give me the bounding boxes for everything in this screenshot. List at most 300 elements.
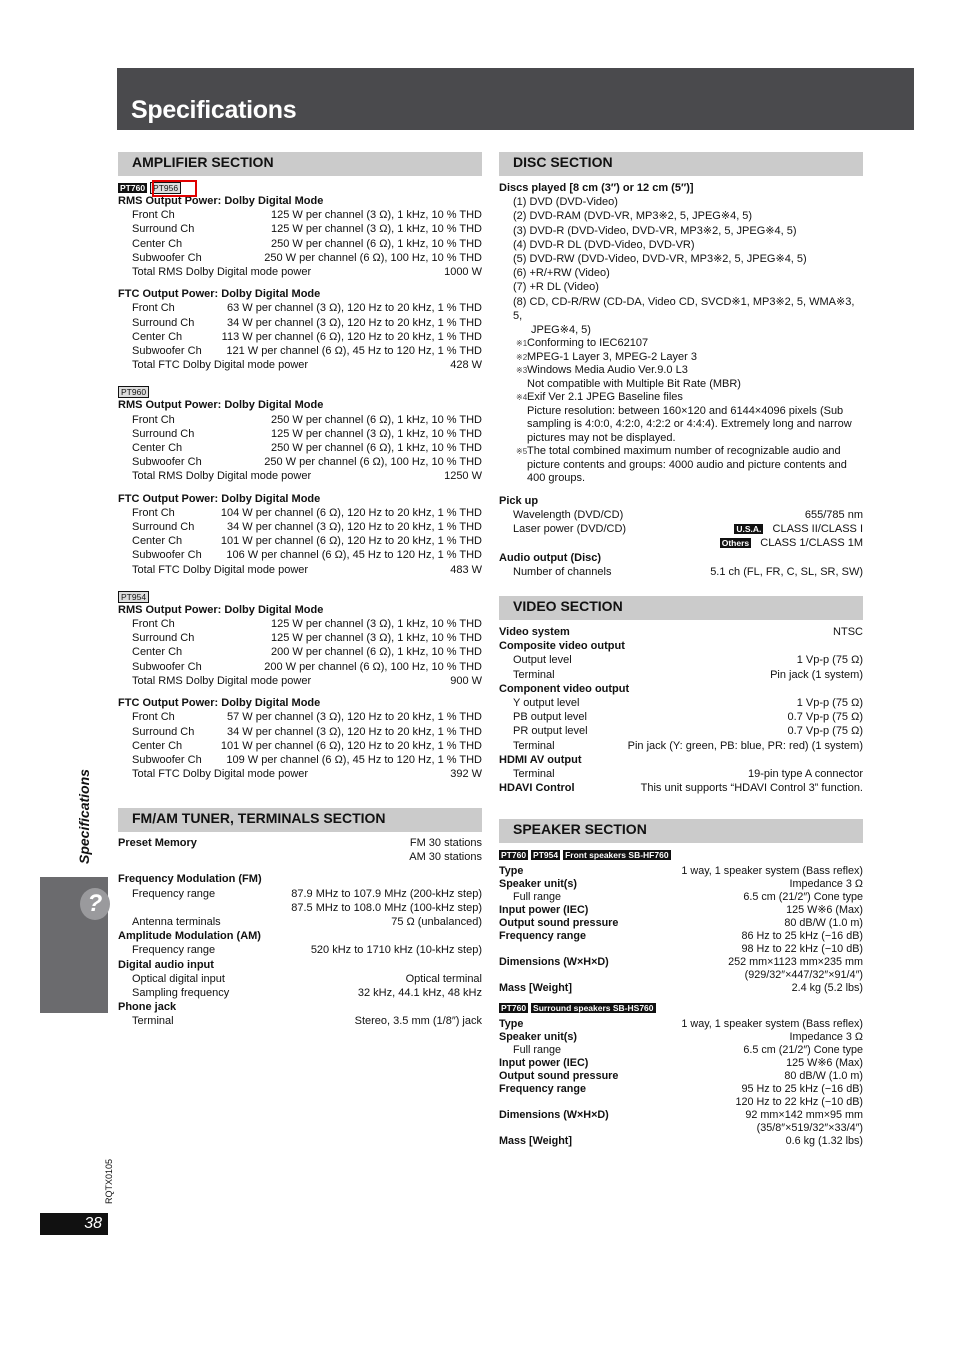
- spec-row: [118, 958, 482, 972]
- spec-label: Frequency range: [132, 944, 216, 957]
- power-row: [118, 710, 482, 724]
- spec-label: Y output level: [513, 697, 580, 710]
- power-value: 200 W per channel (6 Ω), 100 Hz, 10 % THD: [264, 660, 482, 673]
- spacer: [118, 279, 482, 287]
- power-label: Front Ch: [132, 506, 175, 519]
- footnote: [499, 391, 863, 405]
- power-value: 63 W per channel (3 Ω), 120 Hz to 20 kHz, 1 % THD: [226, 302, 482, 315]
- spec-value: Impedance 3 Ω: [789, 878, 863, 890]
- footnote-mark: [513, 405, 527, 446]
- power-value: 109 W per channel (6 Ω), 45 Hz to 120 Hz, 1 % THD: [226, 753, 482, 766]
- power-value: 121 W per channel (6 Ω), 45 Hz to 120 Hz, 1 % THD: [226, 345, 482, 358]
- spec-row: [499, 739, 863, 753]
- video-section-title: VIDEO SECTION: [499, 596, 863, 620]
- power-value: 34 W per channel (3 Ω), 120 Hz to 20 kHz, 1 % THD: [226, 521, 482, 534]
- audio-output-heading: Audio output (Disc): [499, 551, 602, 564]
- power-label: Subwoofer Ch: [132, 345, 202, 358]
- tuner-section-body: [118, 836, 482, 1029]
- video-section-body: [499, 625, 863, 795]
- spec-row: [499, 930, 863, 943]
- footnote-text: Not compatible with Multiple Bit Rate (MBR): [527, 377, 741, 390]
- speaker-column: [499, 819, 863, 1148]
- spec-value: 87.5 MHz to 108.0 MHz (100-kHz step): [291, 901, 482, 914]
- spec-value: AM 30 stations: [409, 851, 482, 864]
- footnote-mark: ※3: [516, 366, 528, 376]
- spec-label: Full range: [513, 1044, 562, 1056]
- power-label: Center Ch: [132, 330, 183, 343]
- power-value: 483 W: [450, 563, 482, 576]
- power-label: Total FTC Dolby Digital mode power: [132, 359, 309, 372]
- spec-value: Pin jack (1 system): [770, 668, 863, 681]
- spec-value: 98 Hz to 22 kHz (−10 dB): [741, 943, 863, 955]
- spec-row: [118, 929, 482, 943]
- usa-badge: U.S.A.: [736, 524, 762, 535]
- power-row: [118, 237, 482, 251]
- power-row: [118, 645, 482, 659]
- power-row: [118, 520, 482, 534]
- disc-item: (6) +R/+RW (Video): [513, 267, 610, 280]
- spec-value: 0.7 Vp-p (75 Ω): [787, 725, 863, 738]
- spec-value: 0.6 kg (1.32 lbs): [785, 1135, 863, 1147]
- spec-row: [118, 915, 482, 929]
- power-value: 250 W per channel (6 Ω), 1 kHz, 10 % THD: [271, 442, 482, 455]
- spec-label: Output sound pressure: [499, 917, 619, 929]
- power-value: 101 W per channel (6 Ω), 120 Hz to 20 kHz, 1 % THD: [220, 739, 482, 752]
- spec-label: Mass [Weight]: [499, 1135, 572, 1147]
- spec-row: [499, 1044, 863, 1057]
- spec-row: [499, 956, 863, 969]
- footnote-text: Exif Ver 2.1 JPEG Baseline files: [527, 391, 683, 404]
- power-row: [118, 251, 482, 265]
- power-label: Front Ch: [132, 618, 175, 631]
- power-row: [118, 767, 482, 781]
- power-value: 392 W: [450, 768, 482, 781]
- spec-value: 6.5 cm (21/2″) Cone type: [743, 891, 863, 903]
- spec-row: [499, 1031, 863, 1044]
- power-value: 106 W per channel (6 Ω), 45 Hz to 120 Hz, 1 % THD: [226, 549, 482, 562]
- wavelength-value: 655/785 nm: [804, 508, 863, 521]
- model-badge: PT954: [118, 591, 149, 603]
- power-label: Center Ch: [132, 237, 183, 250]
- power-row: [118, 441, 482, 455]
- spec-label: Type: [499, 865, 524, 877]
- power-value: 200 W per channel (6 Ω), 1 kHz, 10 % THD: [271, 646, 482, 659]
- spec-value: 252 mm×1123 mm×235 mm: [728, 956, 863, 968]
- spec-row: [499, 917, 863, 930]
- footnote-text: MPEG-1 Layer 3, MPEG-2 Layer 3: [527, 350, 697, 363]
- model-tags: [118, 386, 482, 398]
- power-heading: FTC Output Power: Dolby Digital Mode: [118, 288, 321, 301]
- disc-section-title: DISC SECTION: [499, 152, 863, 176]
- power-row: [118, 344, 482, 358]
- power-value: 101 W per channel (6 Ω), 120 Hz to 20 kHz, 1 % THD: [220, 535, 482, 548]
- spec-row: [499, 1109, 863, 1122]
- discs-played-heading: Discs played [8 cm (3″) or 12 cm (5″)]: [499, 182, 694, 194]
- laser-power-others-row: [499, 536, 863, 550]
- laser-power-label: Laser power (DVD/CD): [513, 523, 627, 536]
- spec-label: Terminal: [513, 668, 555, 681]
- left-column: [118, 152, 482, 781]
- spec-label: HDMI AV output: [499, 753, 582, 766]
- spec-value: 75 Ω (unbalanced): [391, 916, 482, 929]
- spec-label: Type: [499, 1018, 524, 1030]
- disc-item: (3) DVD-R (DVD-Video, DVD-VR, MP3※2, 5, JPEG※4, 5): [513, 224, 797, 237]
- disc-section-body: [499, 181, 863, 579]
- power-row: [118, 330, 482, 344]
- spacer: [499, 995, 863, 1002]
- spec-value: This unit supports “HDAVI Control 3” function.: [640, 782, 863, 795]
- spec-label: Full range: [513, 891, 562, 903]
- footnote-text: Windows Media Audio Ver.9.0 L3: [527, 364, 688, 377]
- footnote: [499, 405, 863, 446]
- question-icon: ?: [80, 888, 110, 920]
- spec-label: Mass [Weight]: [499, 982, 572, 994]
- spec-label: Output level: [513, 654, 572, 667]
- disc-item: JPEG※4, 5): [531, 324, 591, 337]
- spec-label: Input power (IEC): [499, 904, 589, 916]
- model-tags: [118, 591, 482, 603]
- power-row: [118, 455, 482, 469]
- disc-column: [499, 152, 863, 579]
- footnote-mark: ※2: [516, 352, 528, 362]
- power-heading: RMS Output Power: Dolby Digital Mode: [118, 399, 324, 412]
- spec-value: 1 Vp-p (75 Ω): [796, 697, 863, 710]
- power-row: [118, 739, 482, 753]
- spec-row: [499, 753, 863, 767]
- power-value: 125 W per channel (3 Ω), 1 kHz, 10 % THD: [271, 632, 482, 645]
- power-row: [118, 534, 482, 548]
- tuner-section-title: FM/AM TUNER, TERMINALS SECTION: [118, 808, 482, 832]
- spec-row: [118, 1000, 482, 1014]
- power-label: Surround Ch: [132, 521, 195, 534]
- spec-label: Frequency Modulation (FM): [118, 873, 262, 886]
- power-label: Front Ch: [132, 413, 175, 426]
- amplifier-section-title: AMPLIFIER SECTION: [118, 152, 482, 176]
- power-label: Subwoofer Ch: [132, 549, 202, 562]
- spec-label: Video system: [499, 626, 570, 638]
- power-label: Front Ch: [132, 209, 175, 222]
- power-value: 428 W: [450, 359, 482, 372]
- power-value: 250 W per channel (6 Ω), 100 Hz, 10 % THD: [264, 251, 482, 264]
- power-label: Front Ch: [132, 302, 175, 315]
- power-row: [118, 563, 482, 577]
- spec-label: PB output level: [513, 711, 587, 724]
- wavelength-row: [499, 508, 863, 522]
- model-badge: PT960: [118, 386, 149, 398]
- spec-label: Terminal: [513, 739, 555, 752]
- power-row: [118, 358, 482, 372]
- power-label: Subwoofer Ch: [132, 456, 202, 469]
- spec-label: Composite video output: [499, 640, 625, 653]
- spacer: [118, 577, 482, 591]
- spec-row: [499, 891, 863, 904]
- power-value: 104 W per channel (6 Ω), 120 Hz to 20 kHz, 1 % THD: [220, 506, 482, 519]
- model-badge: PT760: [501, 1003, 527, 1013]
- disc-item: (5) DVD-RW (DVD-Video, DVD-VR, MP3※2, 5, JPEG※4, 5): [513, 253, 807, 266]
- channels-row: [499, 565, 863, 579]
- power-label: Surround Ch: [132, 223, 195, 236]
- power-value: 125 W per channel (3 Ω), 1 kHz, 10 % THD: [271, 223, 482, 236]
- spec-row: [499, 904, 863, 917]
- power-row: [118, 617, 482, 631]
- spec-value: 86 Hz to 25 kHz (−16 dB): [741, 930, 863, 942]
- spec-row: [499, 1070, 863, 1083]
- speaker-section-title: SPEAKER SECTION: [499, 819, 863, 843]
- power-row: [118, 548, 482, 562]
- spec-label: Dimensions (W×H×D): [499, 1109, 609, 1121]
- footnote: [499, 445, 863, 486]
- spec-value: 92 mm×142 mm×95 mm: [745, 1109, 863, 1121]
- spec-row: [499, 1083, 863, 1096]
- model-badge: Front speakers SB-HF760: [565, 850, 669, 860]
- disc-item: (1) DVD (DVD-Video): [513, 196, 618, 209]
- power-row: [118, 301, 482, 315]
- spec-row: [499, 668, 863, 682]
- power-value: 125 W per channel (3 Ω), 1 kHz, 10 % THD: [271, 618, 482, 631]
- power-row: [118, 413, 482, 427]
- power-heading: RMS Output Power: Dolby Digital Mode: [118, 195, 324, 207]
- power-row: [118, 753, 482, 767]
- laser-usa-value: CLASS II/CLASS I: [772, 523, 863, 536]
- pickup-heading: Pick up: [499, 494, 539, 507]
- power-row: [118, 674, 482, 688]
- model-badge: Surround speakers SB-HS760: [533, 1003, 654, 1013]
- side-section-label: Specifications: [76, 769, 92, 864]
- spec-row: [499, 724, 863, 738]
- model-badge: PT956: [150, 182, 181, 194]
- spec-label: Component video output: [499, 682, 630, 695]
- footnote-text: Picture resolution: between 160×120 and 6144×4096 pixels (Sub sampling is 4:0:0, 4:2:0, 4:2:2 or 4:4:4). Extremely long and narrow pictures may not be displayed.: [527, 404, 852, 444]
- spec-value: 1 way, 1 speaker system (Bass reflex): [681, 865, 863, 877]
- highlight-box: [152, 180, 197, 197]
- power-label: Surround Ch: [132, 725, 195, 738]
- spec-value: 125 W※6 (Max): [786, 904, 863, 916]
- spec-label: Antenna terminals: [132, 916, 221, 929]
- footnote-text: The total combined maximum number of recognizable audio and picture contents and groups: 4000 audio and picture contents and 400 groups.: [527, 445, 847, 485]
- spec-value: 6.5 cm (21/2″) Cone type: [743, 1044, 863, 1056]
- spec-row: [499, 653, 863, 667]
- spec-value: 87.9 MHz to 107.9 MHz (200-kHz step): [291, 887, 482, 900]
- spec-row: [499, 878, 863, 891]
- spec-row: [499, 1096, 863, 1109]
- spec-label: Preset Memory: [118, 837, 197, 849]
- page-title: Specifications: [131, 96, 297, 124]
- spec-value: 32 kHz, 44.1 kHz, 48 kHz: [357, 987, 482, 1000]
- power-value: 125 W per channel (3 Ω), 1 kHz, 10 % THD: [271, 209, 482, 222]
- spec-row: [118, 887, 482, 901]
- spec-value: 120 Hz to 22 kHz (−10 dB): [735, 1096, 863, 1108]
- spec-row: [118, 986, 482, 1000]
- spec-label: Optical digital input: [132, 972, 225, 985]
- power-value: 125 W per channel (3 Ω), 1 kHz, 10 % THD: [271, 427, 482, 440]
- spec-value: 520 kHz to 1710 kHz (10-kHz step): [310, 944, 482, 957]
- channels-value: 5.1 ch (FL, FR, C, SL, SR, SW): [710, 565, 863, 578]
- spec-row: [499, 865, 863, 878]
- disc-item: (7) +R DL (Video): [513, 281, 599, 294]
- speaker-section-body: [499, 849, 863, 1148]
- spec-label: Sampling frequency: [132, 987, 230, 1000]
- spacer: [118, 864, 482, 872]
- spec-row: [499, 969, 863, 982]
- power-label: Subwoofer Ch: [132, 660, 202, 673]
- spec-row: [118, 943, 482, 957]
- power-row: [118, 469, 482, 483]
- power-label: Front Ch: [132, 711, 175, 724]
- spec-row: [118, 901, 482, 915]
- power-value: 250 W per channel (6 Ω), 1 kHz, 10 % THD: [271, 237, 482, 250]
- spec-row: [499, 781, 863, 795]
- spec-row: [499, 767, 863, 781]
- power-label: Center Ch: [132, 535, 183, 548]
- footnote: [499, 378, 863, 392]
- others-badge: Others: [721, 538, 750, 549]
- spec-row: [499, 1122, 863, 1135]
- spec-value: 2.4 kg (5.2 lbs): [791, 982, 863, 994]
- disc-item: (4) DVD-R DL (DVD-Video, DVD-VR): [513, 238, 695, 251]
- power-value: 113 W per channel (6 Ω), 120 Hz to 20 kHz, 1 % THD: [221, 330, 482, 343]
- footnote: [499, 337, 863, 351]
- spec-row: [499, 625, 863, 639]
- spec-value: NTSC: [833, 626, 863, 638]
- spec-value: 95 Hz to 25 kHz (−16 dB): [741, 1083, 863, 1095]
- spec-value: 80 dB/W (1.0 m): [784, 1070, 863, 1082]
- power-row: [118, 316, 482, 330]
- model-badge: PT760: [501, 850, 527, 860]
- spec-row: [499, 710, 863, 724]
- power-value: 250 W per channel (6 Ω), 100 Hz, 10 % THD: [264, 456, 482, 469]
- power-label: Surround Ch: [132, 427, 195, 440]
- spec-label: Speaker unit(s): [499, 878, 577, 890]
- spec-value: Pin jack (Y: green, PB: blue, PR: red) (1 system): [627, 739, 863, 752]
- power-label: Subwoofer Ch: [132, 251, 202, 264]
- model-tags: [499, 849, 863, 861]
- power-label: Subwoofer Ch: [132, 753, 202, 766]
- spec-row: [499, 682, 863, 696]
- spec-label: Output sound pressure: [499, 1070, 619, 1082]
- wavelength-label: Wavelength (DVD/CD): [513, 508, 624, 521]
- spec-value: (929/32″×447/32″×91/4″): [744, 969, 863, 981]
- spec-row: [118, 850, 482, 864]
- footnote-mark: [513, 378, 527, 392]
- model-badge: PT760: [120, 183, 146, 193]
- disc-item: (2) DVD-RAM (DVD-VR, MP3※2, 5, JPEG※4, 5): [513, 210, 753, 223]
- power-value: 250 W per channel (6 Ω), 1 kHz, 10 % THD: [271, 413, 482, 426]
- power-row: [118, 725, 482, 739]
- power-label: Center Ch: [132, 442, 183, 455]
- spec-value: 1 way, 1 speaker system (Bass reflex): [681, 1018, 863, 1030]
- power-value: 1000 W: [444, 266, 482, 279]
- spec-row: [499, 982, 863, 995]
- amplifier-section-body: [118, 182, 482, 781]
- disc-item: (8) CD, CD-R/RW (CD-DA, Video CD, SVCD※1, MP3※2, 5, WMA※3, 5,: [513, 295, 855, 322]
- spec-row: [118, 872, 482, 886]
- footnote: [499, 351, 863, 365]
- spec-value: Stereo, 3.5 mm (1/8″) jack: [354, 1015, 482, 1028]
- model-tags: [499, 1002, 863, 1014]
- spec-value: Optical terminal: [405, 972, 482, 985]
- spec-row: [499, 639, 863, 653]
- spec-label: Amplitude Modulation (AM): [118, 930, 261, 943]
- power-label: Total RMS Dolby Digital mode power: [132, 470, 312, 483]
- spec-label: Input power (IEC): [499, 1057, 589, 1069]
- power-label: Total RMS Dolby Digital mode power: [132, 266, 312, 279]
- spec-value: (35/8″×519/32″×33/4″): [756, 1122, 863, 1134]
- power-label: Surround Ch: [132, 632, 195, 645]
- spacer: [118, 484, 482, 492]
- page-number: 38: [40, 1213, 108, 1235]
- video-column: [499, 596, 863, 795]
- spec-label: HDAVI Control: [499, 782, 575, 795]
- laser-power-row: [499, 522, 863, 536]
- spec-value: 1 Vp-p (75 Ω): [796, 654, 863, 667]
- spec-row: [499, 1057, 863, 1070]
- page-header: [117, 68, 914, 130]
- footnote-mark: ※4: [516, 393, 528, 403]
- spacer: [118, 372, 482, 386]
- footnote-mark: ※1: [516, 339, 528, 349]
- spec-value: Impedance 3 Ω: [789, 1031, 863, 1043]
- spec-value: 0.7 Vp-p (75 Ω): [787, 711, 863, 724]
- power-row: [118, 631, 482, 645]
- power-row: [118, 506, 482, 520]
- spacer: [118, 688, 482, 696]
- power-row: [118, 427, 482, 441]
- spec-value: 19-pin type A connector: [748, 768, 863, 781]
- power-label: Center Ch: [132, 646, 183, 659]
- power-value: 34 W per channel (3 Ω), 120 Hz to 20 kHz, 1 % THD: [226, 725, 482, 738]
- power-value: 34 W per channel (3 Ω), 120 Hz to 20 kHz, 1 % THD: [226, 316, 482, 329]
- spec-value: 125 W※6 (Max): [786, 1057, 863, 1069]
- laser-others-value: CLASS 1/CLASS 1M: [760, 537, 863, 550]
- footnote: [499, 364, 863, 378]
- spec-value: FM 30 stations: [409, 837, 482, 849]
- power-row: [118, 208, 482, 222]
- power-label: Surround Ch: [132, 316, 195, 329]
- power-heading: FTC Output Power: Dolby Digital Mode: [118, 697, 321, 710]
- footnote-mark: ※5: [516, 447, 528, 457]
- spec-row: [499, 943, 863, 956]
- power-row: [118, 660, 482, 674]
- power-label: Total FTC Dolby Digital mode power: [132, 768, 309, 781]
- spec-row: [499, 696, 863, 710]
- spec-value: 80 dB/W (1.0 m): [784, 917, 863, 929]
- spec-label: Frequency range: [132, 887, 216, 900]
- power-heading: RMS Output Power: Dolby Digital Mode: [118, 603, 324, 616]
- disc-notes: [499, 337, 863, 486]
- spec-label: Terminal: [513, 768, 555, 781]
- spec-label: Terminal: [132, 1015, 174, 1028]
- spec-row: [499, 1018, 863, 1031]
- footnote-text: Conforming to IEC62107: [527, 337, 649, 350]
- power-row: [118, 222, 482, 236]
- model-badge: PT954: [533, 850, 559, 860]
- spec-label: Speaker unit(s): [499, 1031, 577, 1043]
- power-row: [118, 265, 482, 279]
- disc-list: [499, 195, 863, 337]
- power-label: Center Ch: [132, 739, 183, 752]
- spec-label: Dimensions (W×H×D): [499, 956, 609, 968]
- spec-label: Frequency range: [499, 1083, 587, 1095]
- power-label: Total FTC Dolby Digital mode power: [132, 563, 309, 576]
- power-value: 900 W: [450, 674, 482, 687]
- power-value: 1250 W: [444, 470, 482, 483]
- channels-label: Number of channels: [513, 565, 612, 578]
- spec-row: [499, 1135, 863, 1148]
- spec-label: Frequency range: [499, 930, 587, 942]
- power-label: Total RMS Dolby Digital mode power: [132, 674, 312, 687]
- power-value: 57 W per channel (3 Ω), 120 Hz to 20 kHz, 1 % THD: [226, 711, 482, 724]
- spec-row: [118, 1014, 482, 1028]
